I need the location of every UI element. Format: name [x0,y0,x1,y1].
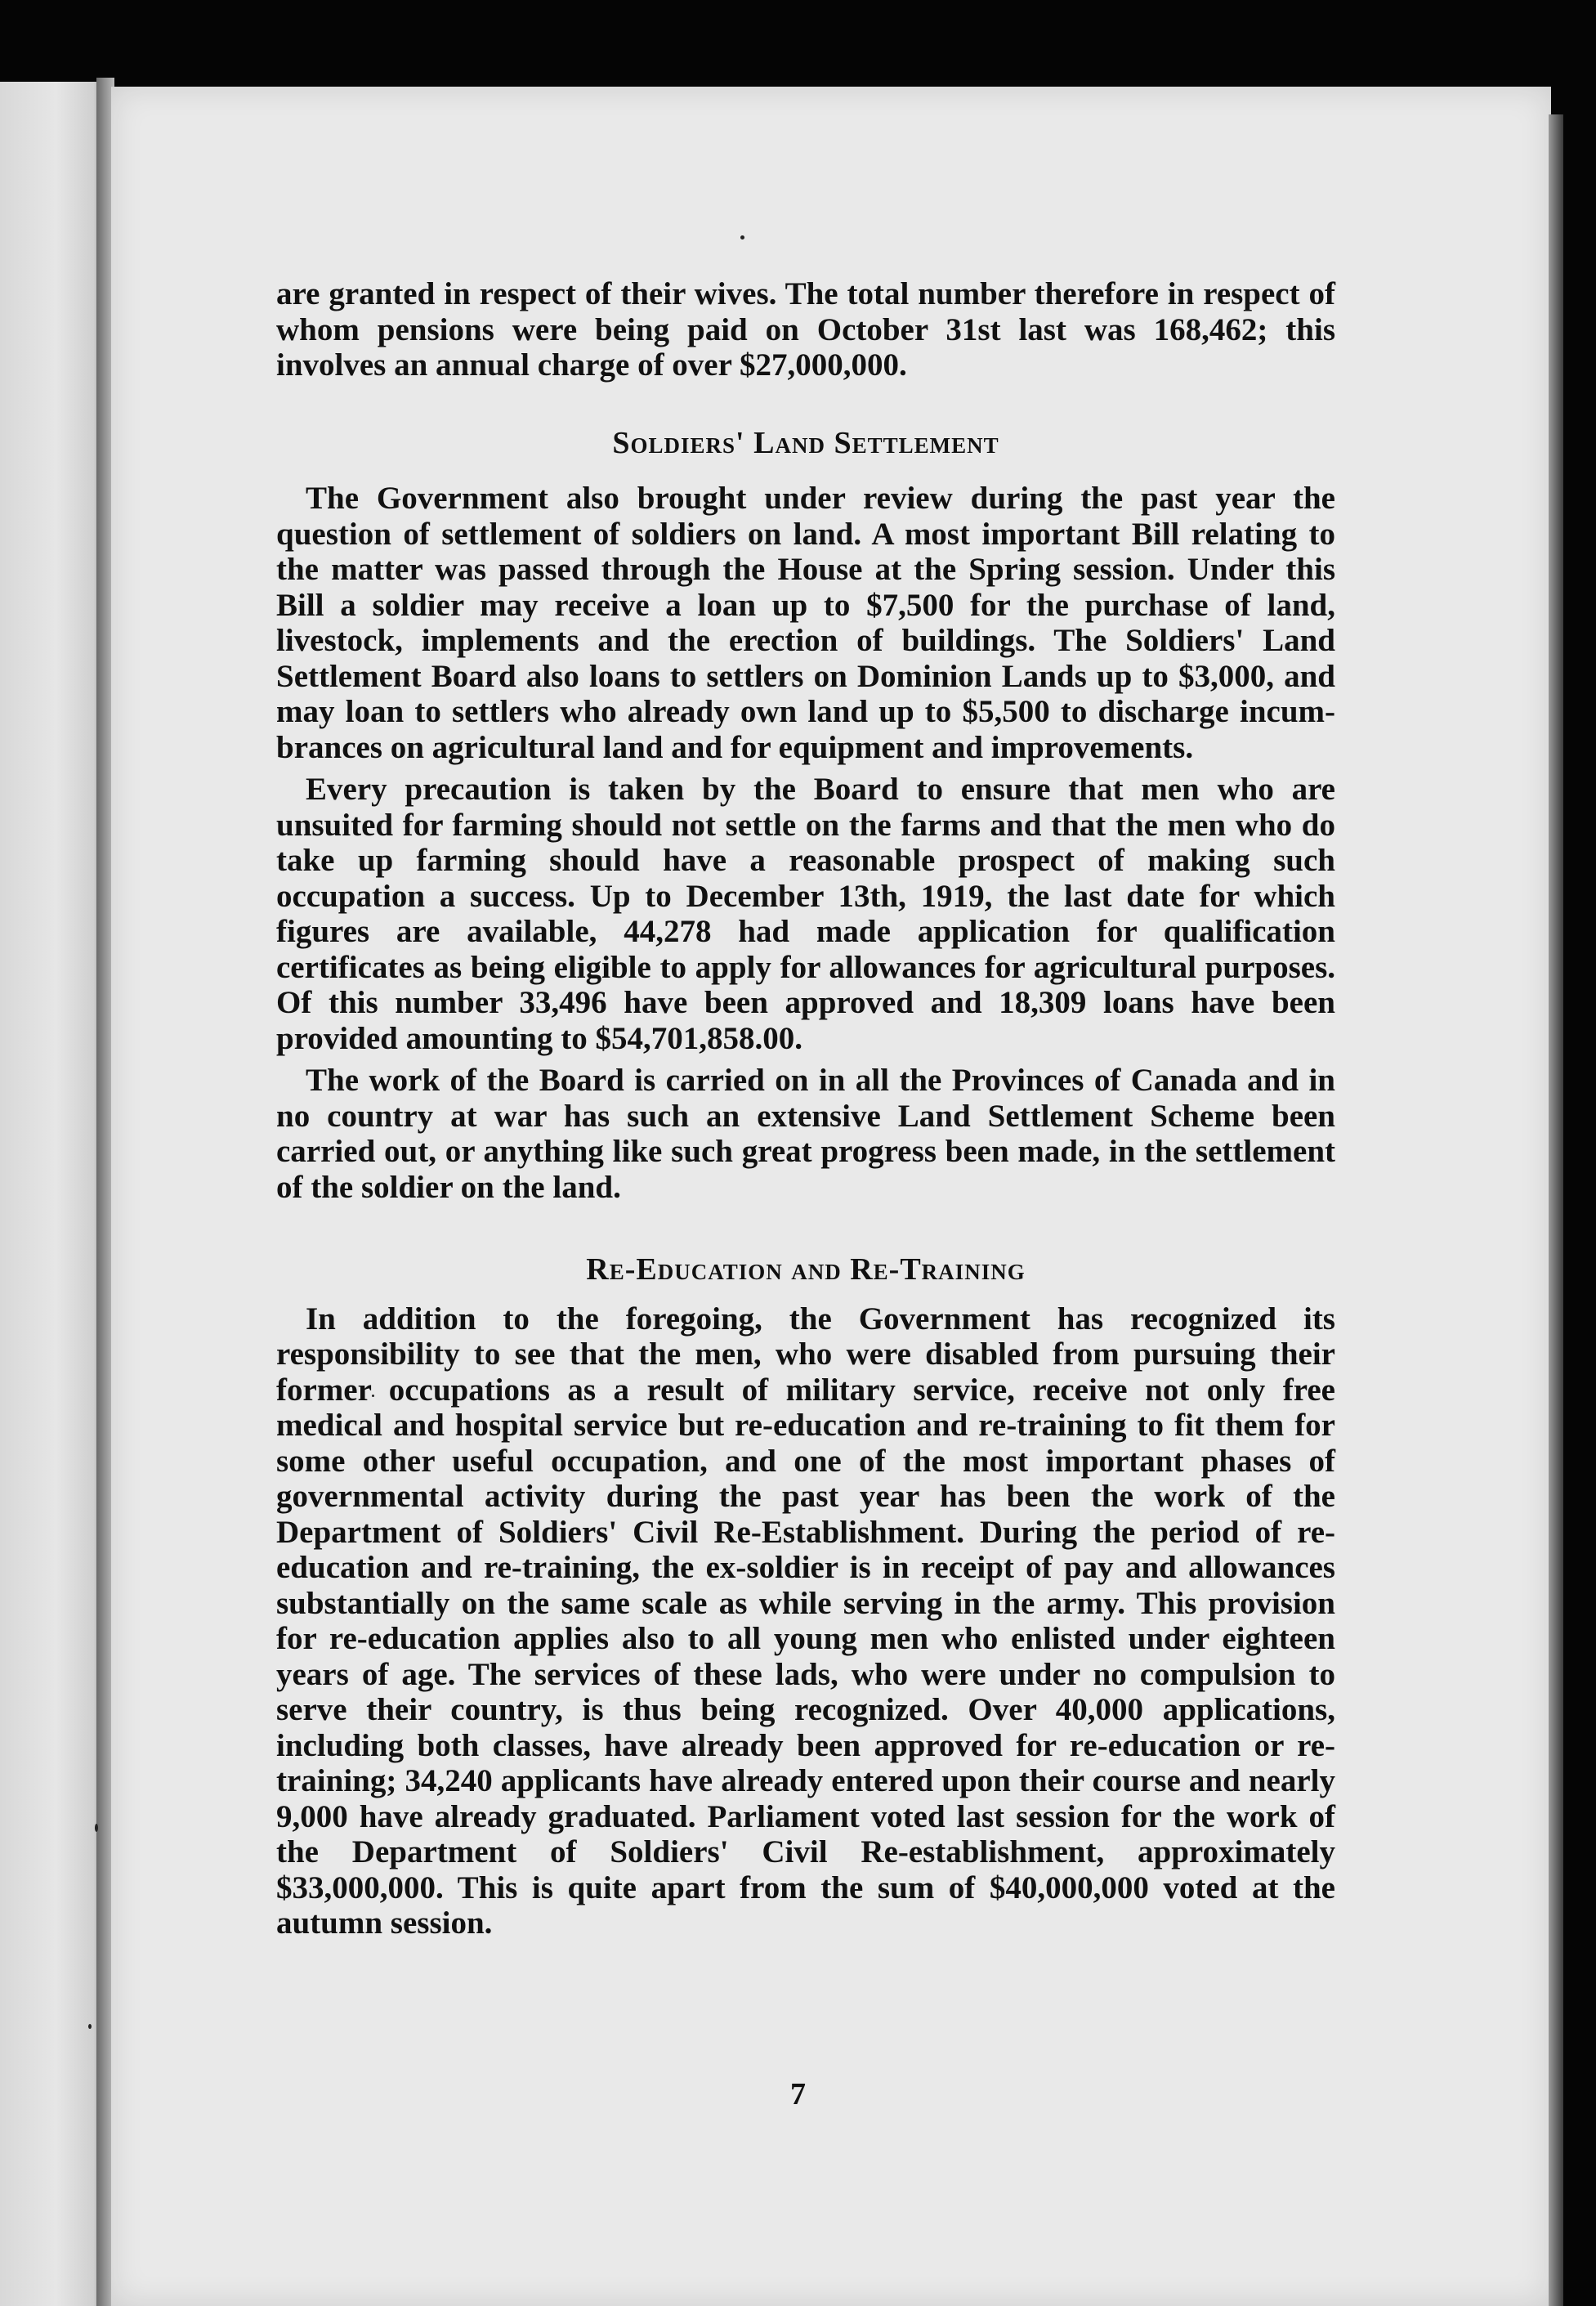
page-right-edge [1549,114,1563,2306]
section-heading-re-education: Re-Education and Re-Training [586,1252,1026,1287]
land-settlement-paragraph-1: The Government also brought under review during the past year the question of settlement of soldiers on land. A most important Bill relating to the matter was passed through the House at the Spring session. Under this Bill a soldier may receive a loan up to $7,500 for the purchase of land, livestock, implements and the erection of buildings. The Soldiers' Land Settlement Board also loans to settlers on Dominion Lands up to $3,000, and may loan to settlers who already own land up to $5,500 to discharge incumbrances on agricultural land and for equipment and improvements. [276,481,1335,765]
land-settlement-paragraph-3: The work of the Board is carried on in all the Provinces of Canada and in no country at war has such an extensive Land Settlement Scheme been carried out, or anything like such great progress been made, in the settlement of the soldier on the land. [276,1063,1335,1205]
land-settlement-paragraph-2: Every precaution is taken by the Board to ensure that men who are unsuited for farming should not settle on the farms and that the men who do take up farming should have a reasonable prospect of making such occupation a success. Up to December 13th, 1919, the last date for which figures are available, 44,278 had made application for qualification certificates as being eligible to apply for allowances for agricultural purposes. Of this number 33,496 have been approved and 18,309 loans have been provided amounting to $54,701,858.00. [276,772,1335,1056]
section-heading-land-settlement: Soldiers' Land Settlement [612,425,999,460]
paper-speck [740,235,744,240]
page-number: 7 [790,2077,806,2111]
paper-speck [95,1824,98,1832]
opening-paragraph: are granted in respect of their wives. The total number therefore in respect of whom pensions were being paid on October 31st last was 168,462; this involves an annual charge of over $27,000,000. [276,276,1335,383]
paper-speck [88,2024,92,2029]
body-text [276,276,1335,1941]
facing-page-edge [0,82,102,2306]
re-education-paragraph-1: In addition to the foregoing, the Government has recognized its responsibility to see that the men, who were disabled from pursuing their former occupations as a result of military service, receive not only free medical and hospital service but re-education and re-training to fit them for some other useful occupation, and one of the most important phases of governmental activity during the past year has been the work of the Department of Soldiers' Civil Re-Establishment. During the period of re-education and re-training, the ex-soldier is in receipt of pay and allowances substantially on the same scale as while serving in the army. This provision for re-education applies also to all young men who enlisted under eighteen years of age. The services of these lads, who were under no compulsion to serve their country, is thus being recognized. Over 40,000 applications, including both classes, have already been approved for re-education or re-training; 34,240 applicants have already entered upon their course and nearly 9,000 have already graduated. Parliament voted last session for the work of the Department of Soldiers' Civil Re-establishment, approximately $33,000,000. This is quite apart from the sum of $40,000,000 voted at the autumn session. [276,1301,1335,1941]
